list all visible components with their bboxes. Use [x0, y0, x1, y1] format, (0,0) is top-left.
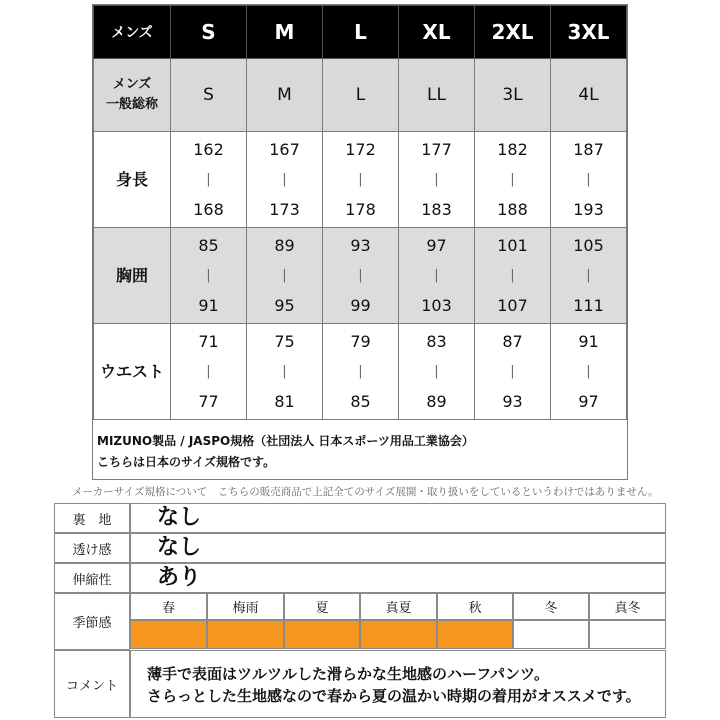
season-header-3: 夏: [284, 593, 360, 620]
season-indicator-inactive: [513, 620, 589, 649]
height-cell: [551, 132, 627, 228]
season-header-2: 梅雨: [207, 593, 284, 620]
size-chart-table: [92, 4, 628, 480]
range-min: 79: [350, 331, 371, 351]
range-separator: |: [510, 363, 515, 379]
range-max: 91: [198, 295, 219, 315]
waist-row: [94, 324, 627, 420]
size-alias-row: [94, 59, 627, 132]
range-separator: |: [586, 267, 591, 283]
range-min: 97: [426, 235, 447, 255]
size-alias-cell: L: [323, 59, 399, 132]
waist-cell: [551, 324, 627, 420]
season-header-6: 冬: [513, 593, 589, 620]
height-cell: [399, 132, 475, 228]
height-label: 身長: [94, 132, 171, 228]
sheerness-value: なし: [130, 533, 666, 563]
waist-label: ウエスト: [94, 324, 171, 420]
size-header-cell: L: [323, 6, 399, 59]
season-header-7: 真冬: [589, 593, 666, 620]
comment-line-1: 薄手で表面はツルツルした滑らかな生地感のハーフパンツ。: [147, 665, 550, 683]
range-max: 178: [345, 199, 376, 219]
range-max: 168: [193, 199, 224, 219]
range-separator: |: [434, 267, 439, 283]
lining-label: 裏 地: [54, 503, 130, 533]
range-max: 183: [421, 199, 452, 219]
range-max: 188: [497, 199, 528, 219]
waist-cell: [475, 324, 551, 420]
waist-cell: [171, 324, 247, 420]
range-min: 89: [274, 235, 295, 255]
note-line-1: MIZUNO製品 / JASPO規格（社団法人 日本スポーツ用品工業協会）: [97, 434, 474, 448]
note-line-2: こちらは日本のサイズ規格です。: [97, 455, 276, 469]
range-separator: |: [282, 363, 287, 379]
size-header-cell: S: [171, 6, 247, 59]
range-separator: |: [586, 171, 591, 187]
height-row: [94, 132, 627, 228]
range-max: 89: [426, 391, 447, 411]
range-min: 83: [426, 331, 447, 351]
size-header-cell: 2XL: [475, 6, 551, 59]
chest-label: 胸囲: [94, 228, 171, 324]
size-alias-label-line1: メンズ: [112, 77, 152, 92]
range-max: 173: [269, 199, 300, 219]
chest-row: [94, 228, 627, 324]
size-alias-cell: S: [171, 59, 247, 132]
range-min: 101: [497, 235, 528, 255]
height-cell: [323, 132, 399, 228]
comment-label: コメント: [54, 650, 130, 718]
size-header-cell: XL: [399, 6, 475, 59]
stretch-label: 伸縮性: [54, 563, 130, 593]
chest-cell: [399, 228, 475, 324]
range-separator: |: [206, 363, 211, 379]
range-max: 85: [350, 391, 371, 411]
range-separator: |: [586, 363, 591, 379]
range-separator: |: [434, 363, 439, 379]
comment-box: [130, 650, 666, 718]
size-alias-label: [94, 59, 171, 132]
range-min: 91: [578, 331, 599, 351]
waist-cell: [323, 324, 399, 420]
range-separator: |: [282, 267, 287, 283]
range-min: 75: [274, 331, 295, 351]
range-min: 85: [198, 235, 219, 255]
size-alias-cell: 4L: [551, 59, 627, 132]
range-max: 93: [502, 391, 523, 411]
size-header-label: メンズ: [94, 6, 171, 59]
size-alias-cell: 3L: [475, 59, 551, 132]
range-max: 193: [573, 199, 604, 219]
range-separator: |: [206, 267, 211, 283]
range-max: 95: [274, 295, 295, 315]
range-max: 99: [350, 295, 371, 315]
season-header-5: 秋: [437, 593, 513, 620]
stretch-value: あり: [130, 563, 666, 593]
range-min: 187: [573, 139, 604, 159]
season-indicator-active: [360, 620, 437, 649]
range-separator: |: [358, 267, 363, 283]
range-min: 177: [421, 139, 452, 159]
height-cell: [171, 132, 247, 228]
season-label: 季節感: [54, 593, 130, 650]
range-min: 93: [350, 235, 371, 255]
range-max: 111: [573, 295, 604, 315]
range-max: 97: [578, 391, 599, 411]
size-disclaimer: メーカーサイズ規格について こちらの販売商品で上記全てのサイズ展開・取り扱いをしているというわけではありません。: [72, 486, 659, 498]
range-min: 172: [345, 139, 376, 159]
waist-cell: [399, 324, 475, 420]
range-min: 167: [269, 139, 300, 159]
season-indicator-active: [437, 620, 513, 649]
season-indicator-active: [284, 620, 360, 649]
waist-cell: [247, 324, 323, 420]
season-header-1: 春: [130, 593, 207, 620]
range-max: 81: [274, 391, 295, 411]
season-header-4: 真夏: [360, 593, 437, 620]
range-separator: |: [434, 171, 439, 187]
sheerness-label: 透け感: [54, 533, 130, 563]
season-indicator-active: [207, 620, 284, 649]
chest-cell: [247, 228, 323, 324]
chest-cell: [551, 228, 627, 324]
range-separator: |: [206, 171, 211, 187]
size-standard-note: [93, 417, 627, 479]
range-min: 182: [497, 139, 528, 159]
chest-cell: [171, 228, 247, 324]
height-cell: [475, 132, 551, 228]
size-alias-cell: M: [247, 59, 323, 132]
range-separator: |: [510, 171, 515, 187]
size-header-row: [94, 6, 627, 59]
season-indicator-inactive: [589, 620, 666, 649]
season-indicator-active: [130, 620, 207, 649]
range-separator: |: [358, 363, 363, 379]
range-min: 71: [198, 331, 219, 351]
range-separator: |: [358, 171, 363, 187]
size-header-cell: 3XL: [551, 6, 627, 59]
size-alias-label-line2: 一般総称: [105, 97, 158, 112]
comment-line-2: さらっとした生地感なので春から夏の温かい時期の着用がオススメです。: [147, 687, 641, 705]
chest-cell: [475, 228, 551, 324]
range-min: 87: [502, 331, 523, 351]
lining-value: なし: [130, 503, 666, 533]
chest-cell: [323, 228, 399, 324]
range-min: 105: [573, 235, 604, 255]
range-max: 103: [421, 295, 452, 315]
range-max: 107: [497, 295, 528, 315]
range-min: 162: [193, 139, 224, 159]
range-separator: |: [510, 267, 515, 283]
size-header-cell: M: [247, 6, 323, 59]
size-alias-cell: LL: [399, 59, 475, 132]
range-separator: |: [282, 171, 287, 187]
height-cell: [247, 132, 323, 228]
range-max: 77: [198, 391, 219, 411]
